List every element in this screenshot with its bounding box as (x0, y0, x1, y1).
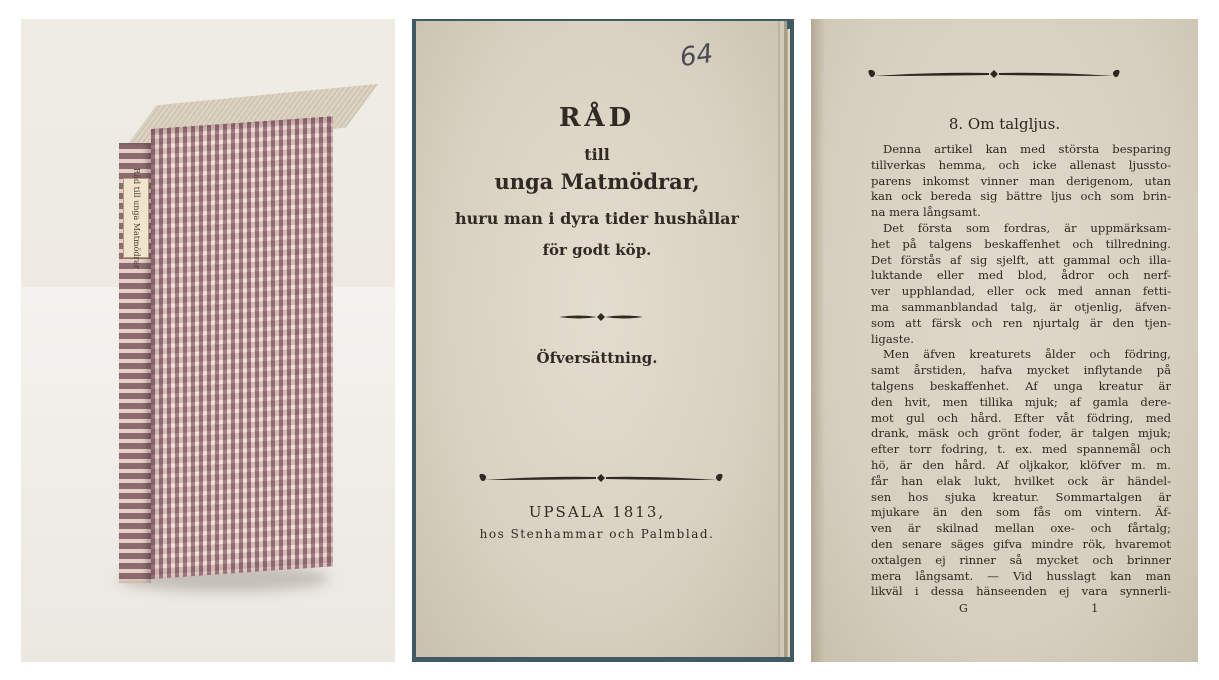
text-line: hö, är den hård. Af oljkakor, klöfver m. m. (871, 457, 1171, 472)
title-main: RÅD (558, 103, 636, 133)
page-mark: 1 (1091, 602, 1099, 615)
text-line: Men äfven kreaturets ålder och födring, (883, 347, 1171, 362)
text-page-panel (811, 19, 1198, 662)
text-line: het på talgens beskaffenhet och tillredning. (871, 236, 1171, 251)
text-line: mera långsamt. — Vid husslagt kan man (871, 568, 1171, 583)
text-line: mjukare än den som fås om vintern. Äf- (871, 505, 1171, 520)
ornament-double-rule-icon (474, 471, 728, 485)
translation-note: Öfversättning. (536, 349, 658, 367)
pencil-note: 64 (678, 38, 716, 74)
text-line: ligaste. (871, 331, 914, 346)
text-line: Det första som fordras, är uppmärksam- (883, 220, 1171, 235)
text-line: na mera långsamt. (871, 205, 981, 220)
text-line: tillverkas hemma, och icke allenast ljussto- (871, 157, 1171, 172)
imprint-city: UPSALA 1813, (528, 503, 666, 521)
text-line: luktande eller med blod, ådror och nerf- (871, 268, 1171, 283)
title-till: till (584, 145, 610, 164)
title-line-4: för godt köp. (542, 241, 652, 259)
title-page-panel (412, 19, 794, 662)
book-cover (151, 116, 333, 579)
spine-label (123, 167, 149, 269)
book-photo-panel (21, 19, 395, 662)
text-line: Denna artikel kan med största besparing (883, 142, 1171, 156)
text-line: ver upphlandad, eller ock med annan fetti- (871, 284, 1171, 299)
text-line: samt årstiden, hafva mycket inflytande på (871, 363, 1171, 378)
spine-label-text: Råd till unga Matmödrar (131, 167, 141, 269)
text-line: sen hos sjuka kreatur. Sommartalgen är (871, 489, 1171, 504)
text-line: talgens beskaffenhet. Af unga kreatur är (871, 378, 1171, 393)
text-line: kan ock bereda sig bättre ljus och som brin- (871, 189, 1171, 204)
body-text (871, 142, 1171, 600)
text-line: ven är skilnad mellan oxe- och fårtalg; (871, 521, 1171, 536)
text-line: oxtalgen ej rinner så mycket och brinner (871, 552, 1171, 567)
text-line: som att färsk och ren njurtalg är den tjen- (871, 315, 1171, 330)
text-line: den senare säges gifva mindre rök, hvaremot (871, 536, 1171, 551)
text-line: mot gul och hård. Efter våt födring, med (871, 410, 1171, 425)
ornament-header-rule-icon (863, 67, 1125, 81)
ornament-rule-icon (557, 311, 645, 323)
text-line: får han elak lukt, hvilket ock är händel- (871, 473, 1171, 488)
text-line: efter torr fodring, t. ex. med spannemål och (871, 442, 1171, 457)
section-heading: 8. Om talgljus. (948, 115, 1061, 133)
title-subtitle: unga Matmödrar, (494, 169, 700, 194)
text-line: likväl i dessa hänseenden ej vara synnerli- (871, 584, 1171, 599)
text-line: ma sammanblandad talg, är otjenlig, äfven- (871, 299, 1171, 314)
text-line: Det förstås af sig sjelft, att gammal och illa- (871, 252, 1171, 267)
text-line: den hvit, men tillika mjuk; af gamla dere- (871, 394, 1171, 409)
title-line-3: huru man i dyra tider hushållar (455, 209, 739, 228)
text-line: drank, mäsk och grönt foder, är talgen mjuk; (871, 426, 1171, 441)
text-line: parens inkomst vinner man derigenom, utan (871, 173, 1171, 188)
imprint-printer: hos Stenhammar och Palmblad. (479, 527, 715, 541)
page-footer (959, 602, 1098, 615)
signature-mark: G (959, 602, 968, 615)
